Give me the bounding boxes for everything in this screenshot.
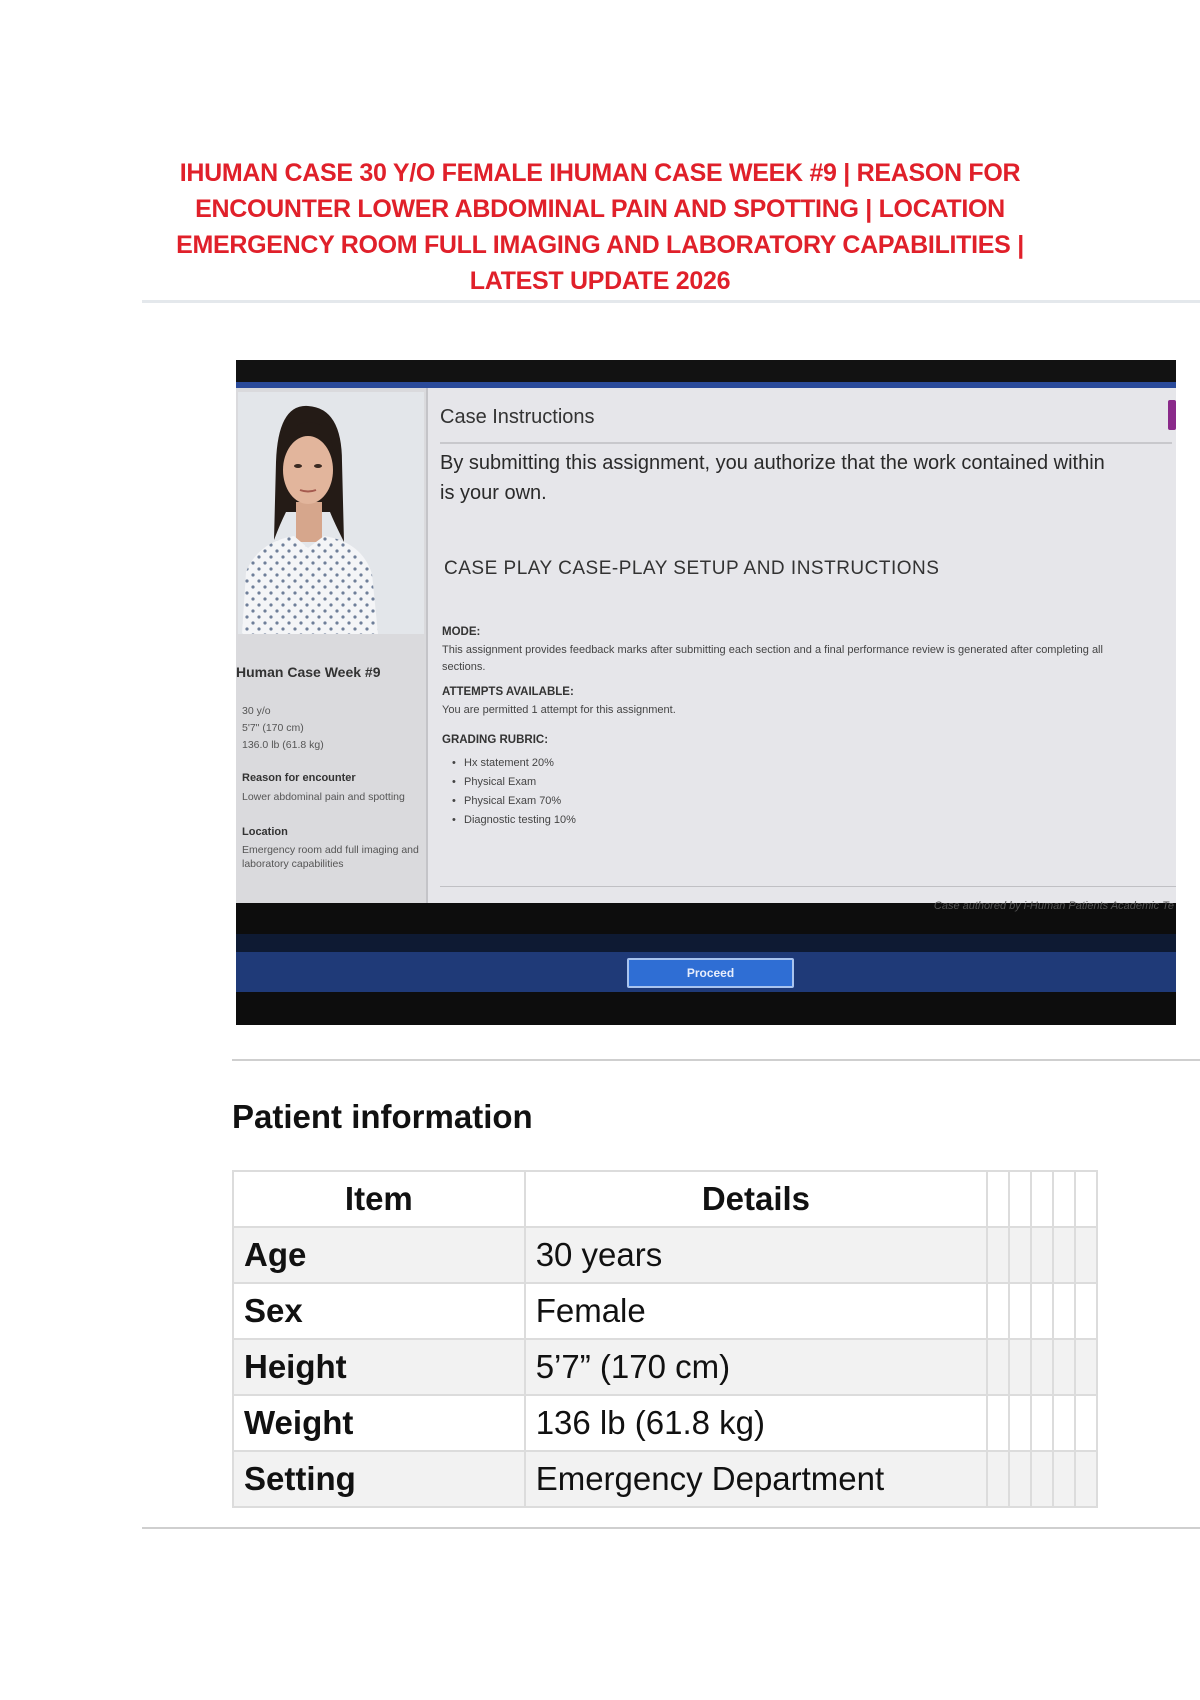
- table-row: [233, 1227, 1097, 1283]
- rubric-item: • Physical Exam: [452, 773, 576, 792]
- rubric-list: [452, 754, 576, 830]
- patient-information-table: [232, 1170, 1098, 1508]
- table-header-row: [233, 1171, 1097, 1227]
- screenshot-bottom-bar: [236, 952, 1176, 992]
- case-title: Human Case Week #9: [236, 664, 381, 680]
- document-title: IHUMAN CASE 30 Y/O FEMALE IHUMAN CASE WEEK #9 | REASON FOR ENCOUNTER LOWER ABDOMINAL PAIN AND SPOTTING | LOCATION EMERGENCY ROOM FULL IMAGING AND LABORATORY CAPABILITIES | LATEST UPDATE 2026: [176, 159, 1024, 295]
- row-details-sex: Female: [525, 1283, 987, 1339]
- row-item-age: Age: [233, 1227, 525, 1283]
- row-details-height: 5’7” (170 cm): [525, 1339, 987, 1395]
- rubric-item: • Hx statement 20%: [452, 754, 576, 773]
- rubric-item: • Diagnostic testing 10%: [452, 811, 576, 830]
- row-item-weight: Weight: [233, 1395, 525, 1451]
- attempts-text: You are permitted 1 attempt for this assignment.: [442, 704, 676, 716]
- row-item-setting: Setting: [233, 1451, 525, 1507]
- column-header-details: Details: [525, 1171, 987, 1227]
- reason-value: Lower abdominal pain and spotting: [242, 791, 405, 803]
- location-value: Emergency room add full imaging and laboratory capabilities: [242, 844, 419, 870]
- table-row: [233, 1395, 1097, 1451]
- screenshot-divider: [232, 1059, 1200, 1061]
- title-divider: [142, 300, 1200, 303]
- table-row: [233, 1451, 1097, 1507]
- bottom-divider: [142, 1527, 1200, 1529]
- accent-marker: [1168, 400, 1176, 430]
- instructions-footer-divider: [440, 886, 1176, 887]
- authorization-text: By submitting this assignment, you authorize that the work contained within is your own.: [440, 452, 1105, 504]
- table-row: [233, 1283, 1097, 1339]
- rubric-label: GRADING RUBRIC:: [442, 734, 549, 746]
- proceed-button[interactable]: Proceed: [627, 958, 794, 988]
- row-details-age: 30 years: [525, 1227, 987, 1283]
- empty-cell: [1031, 1171, 1053, 1227]
- mode-label: MODE:: [442, 626, 481, 638]
- empty-cell: [987, 1171, 1009, 1227]
- case-instructions-window: [236, 388, 1176, 912]
- row-details-weight: 136 lb (61.8 kg): [525, 1395, 987, 1451]
- reason-label: Reason for encounter: [242, 772, 356, 784]
- instructions-panel: [440, 388, 1176, 912]
- patient-weight: 136.0 lb (61.8 kg): [242, 739, 324, 751]
- heading-underline: [440, 442, 1172, 444]
- patient-age: 30 y/o: [242, 705, 271, 717]
- empty-cell: [1053, 1171, 1075, 1227]
- mode-text: This assignment provides feedback marks after submitting each section and a final performance review is generated after completing all sections.: [442, 644, 1103, 673]
- case-instructions-heading: Case Instructions: [440, 406, 595, 428]
- row-details-setting: Emergency Department: [525, 1451, 987, 1507]
- screenshot-top-bar: [236, 360, 1176, 382]
- patient-information-heading: Patient information: [232, 1098, 533, 1135]
- author-credit: Case authored by i-Human Patients Academic Te: [933, 900, 1174, 912]
- row-item-height: Height: [233, 1339, 525, 1395]
- empty-cell: [1075, 1171, 1097, 1227]
- empty-cell: [1009, 1171, 1031, 1227]
- location-label: Location: [242, 826, 288, 838]
- screenshot-spacer: [236, 934, 1176, 952]
- patient-panel: [236, 388, 428, 903]
- table-row: [233, 1339, 1097, 1395]
- row-item-sex: Sex: [233, 1283, 525, 1339]
- patient-height: 5'7" (170 cm): [242, 722, 304, 734]
- patient-avatar: [238, 392, 424, 634]
- rubric-item: • Physical Exam 70%: [452, 792, 576, 811]
- attempts-label: ATTEMPTS AVAILABLE:: [442, 686, 574, 698]
- case-screenshot: [236, 360, 1176, 1025]
- setup-heading: CASE PLAY CASE-PLAY SETUP AND INSTRUCTIONS: [444, 558, 940, 579]
- column-header-item: Item: [233, 1171, 525, 1227]
